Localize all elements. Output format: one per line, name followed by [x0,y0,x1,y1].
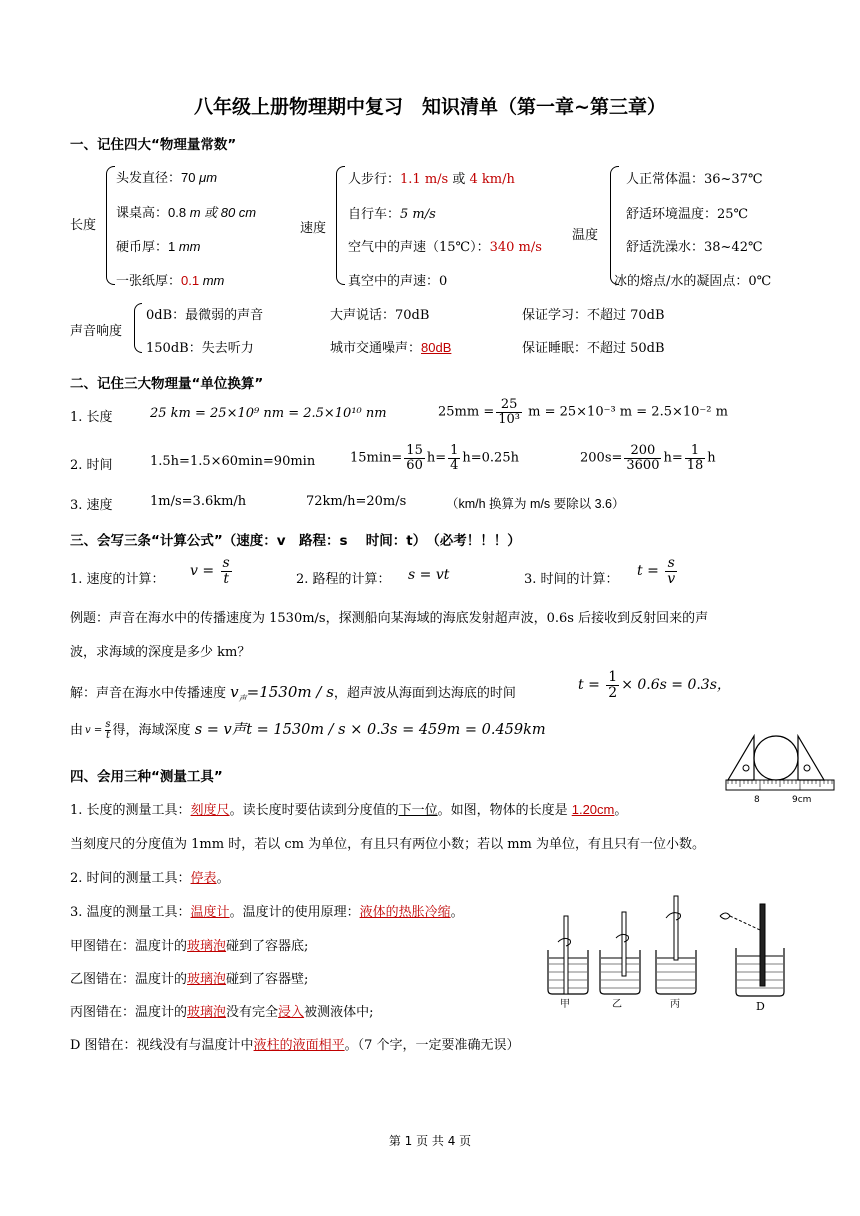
section-4-heading: 四、会用三种“测量工具” [70,769,223,785]
page-footer: 第 1 页 共 4 页 [388,1134,472,1148]
speed-conv-expr1: 1m/s=3.6km/h [150,494,247,509]
speed-conv-note: （km/h 换算为 m/s 要除以 3.6） [446,497,625,511]
length-item-desk: 课桌高：0.8 m 或 80 cm [116,205,257,220]
beaker-label-jia: 甲 [560,999,570,1010]
thermometer-figure [540,892,804,1012]
length-item-coin: 硬币厚：1 mm [116,239,201,254]
beaker-label-bing: 丙 [670,999,680,1010]
speed-conv-label: 3. 速度 [70,498,113,513]
temp-label: 温度 [572,228,599,243]
beaker-label-d: D [756,1000,765,1012]
solution-time: t = $\frac{1}{2}$ × 0.6s = 0.3s， [578,669,731,701]
temp-brace [610,166,619,285]
temp-bath: 舒适洗澡水：38~42℃ [626,240,763,255]
time-expr3: 200s= $\frac{200}{3600}$ h= $\frac{1}{18}$ h [580,443,716,473]
len-expr: 25 km = 25×10⁹ nm = 2.5×10¹⁰ nm [150,406,387,421]
beaker-jia [548,916,588,1010]
loudness-study: 保证学习：不超过 70dB [522,308,665,323]
temp-body: 人正常体温：36~37℃ [626,172,763,187]
solution-line1: 解：声音在海水中传播速度 $v_声=1530m / s$，超声波从海面到达海底的时间 [70,683,516,703]
speed-brace [336,166,345,285]
solution-line2: 由 v = $\frac{s}{t}$ 得，海域深度 s = v声t = 1530m / s × 0.3s = 459m = 0.459km [70,719,546,741]
section-1-heading: 一、记住四大“物理量常数” [70,137,237,153]
formula-speed-label: 1. 速度的计算： [70,572,165,587]
temp-ice: 冰的熔点/水的凝固点：0℃ [614,274,772,289]
time-expr1: 1.5h=1.5×60min=90min [150,454,316,469]
loudness-150db: 150dB：失去听力 [146,341,254,356]
error-d: D 图错在：视线没有与温度计中液柱的液面相平。（7 个字，一定要准确无误） [70,1038,520,1053]
length-label: 长度 [70,218,97,233]
loudness-brace [134,303,142,353]
time-expr2: 15min= $\frac{15}{60}$ h= $\frac{1}{4}$ h=0.25h [350,443,519,473]
length-item-hair: 头发直径：70 μm [116,170,218,185]
beaker-d [720,904,784,1012]
example-line2: 波，求海域的深度是多少 km？ [70,645,251,660]
formula-distance-label: 2. 路程的计算： [296,572,391,587]
section-2-heading: 二、记住三大物理量“单位换算” [70,376,264,392]
formula-time-label: 3. 时间的计算： [524,572,619,587]
len-expr2: 25mm = $\frac{25}{\text{10³}}$ m = 25×10⁻³ m = 2.5×10⁻² m [438,397,728,427]
ruler-label-8: 8 [754,795,760,805]
loudness-sleep: 保证睡眠：不超过 50dB [522,341,665,356]
temp-env: 舒适环境温度：25℃ [626,207,749,222]
length-brace [106,166,115,285]
beaker-yi [600,912,640,1010]
error-bing: 丙图错在：温度计的玻璃泡没有完全浸入被测液体中; [70,1005,374,1020]
speed-conv-expr2: 72km/h=20m/s [306,494,407,509]
time-label: 2. 时间 [70,458,113,473]
section-3-heading: 三、会写三条“计算公式”（速度：v 路程：s 时间：t） （必考！！！） [70,533,521,549]
measure-temp: 3. 温度的测量工具：温度计。温度计的使用原理：液体的热胀冷缩。 [70,905,464,920]
loudness-traffic: 城市交通噪声：80dB [330,340,452,356]
loudness-label: 声音响度 [70,324,123,339]
ruler-label-9: 9cm [792,795,812,805]
length-item-paper: 一张纸厚：0.1 mm [116,273,225,288]
beaker-label-yi: 乙 [612,999,622,1010]
error-jia: 甲图错在：温度计的玻璃泡碰到了容器底; [70,939,309,954]
ruler-figure [724,734,836,808]
speed-bike: 自行车：5 m/s [348,207,436,222]
speed-walk: 人步行：1.1 m/s 或 4 km/h [348,172,515,187]
formula-speed: v = $\frac{s}{t}$ [190,555,230,587]
beaker-bing [656,896,696,1010]
loudness-0db: 0dB：最微弱的声音 [146,308,264,323]
formula-time: t = $\frac{s}{v}$ [637,555,676,587]
loudness-talk: 大声说话：70dB [330,308,430,323]
example-line1: 例题：声音在海水中的传播速度为 1530m/s，探测船向某海域的海底发射超声波，0.6s 后接收到反射回来的声 [70,611,709,626]
error-yi: 乙图错在：温度计的玻璃泡碰到了容器壁; [70,972,309,987]
speed-label: 速度 [300,221,327,236]
measure-length: 1. 长度的测量工具：刻度尺。读长度时要估读到分度值的下一位。如图，物体的长度是 1.20cm。 [70,802,628,818]
speed-air: 空气中的声速（15℃）：340 m/s [348,240,542,255]
speed-vacuum: 真空中的声速：0 [348,274,448,289]
measure-rule: 当刻度尺的分度值为 1mm 时，若以 cm 为单位，有且只有两位小数；若以 mm 为单位，有且只有一位小数。 [70,837,705,852]
len-label: 1. 长度 [70,410,113,425]
page-title: 八年级上册物理期中复习 知识清单（第一章~第三章） [194,96,666,118]
measure-time: 2. 时间的测量工具：停表。 [70,871,230,886]
formula-distance: s = vt [408,567,450,583]
